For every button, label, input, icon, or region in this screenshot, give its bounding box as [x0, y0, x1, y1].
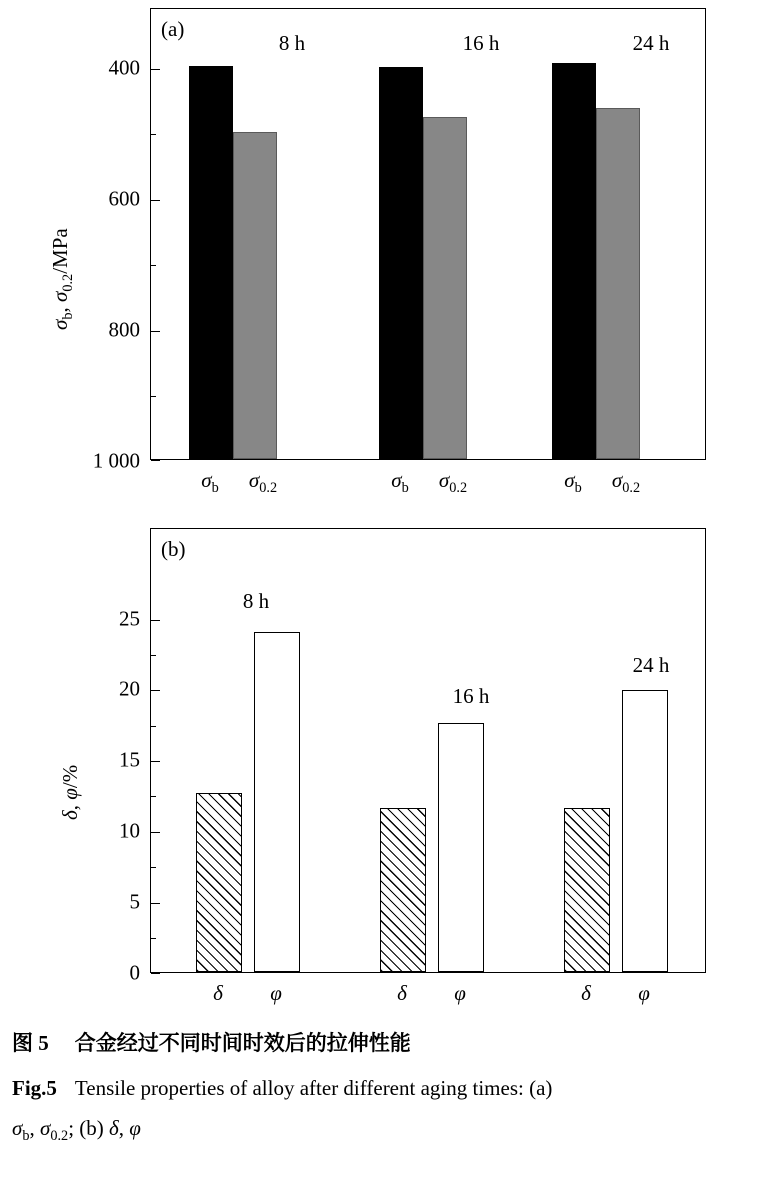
y-tick-a-600: [151, 331, 160, 332]
bar-b-8h-delta: [196, 793, 242, 972]
panel-label-a: (a): [161, 17, 185, 41]
y-tick-b-5: [151, 903, 160, 904]
bar-a-24h-sigma-02: [596, 108, 640, 459]
y-tick-b-2_5: [151, 938, 156, 939]
y-tick-b-20: [151, 690, 160, 691]
x-label-a-16h-sigma-02: $\sigma_{0.2}$: [438, 468, 468, 497]
y-tick-b-10: [151, 832, 160, 833]
bar-b-8h-phi: [254, 632, 300, 972]
y-tick-label-b-15: 15: [119, 747, 140, 772]
x-label-b-8h-delta: δ: [213, 981, 223, 1005]
y-tick-label-b-5: 5: [129, 889, 140, 914]
x-label-b-24h-phi: φ: [638, 981, 650, 1005]
chart-panel-a: [0, 0, 763, 505]
caption-en-text: Tensile properties of alloy after different aging times: (a): [74, 1076, 553, 1100]
x-label-a-16h-sigma-b: $\sigma_b$: [391, 468, 409, 497]
bar-b-24h-phi: [622, 690, 668, 972]
caption-english: [12, 1073, 752, 1103]
bar-a-24h-sigma-b: [552, 63, 596, 459]
bar-b-16h-phi: [438, 723, 484, 972]
y-tick-label-b-20: 20: [119, 676, 140, 701]
y-axis-title-b: δ, φ/%: [58, 764, 82, 820]
plot-area-b: [150, 528, 706, 973]
chart-panel-b: [0, 520, 763, 1010]
caption-en-label: Fig.5: [12, 1076, 57, 1100]
x-label-a-8h-sigma-02: $\sigma_{0.2}$: [248, 468, 278, 497]
group-label-b-16h: 16 h: [452, 684, 490, 708]
y-tick-a-400: [151, 460, 160, 461]
group-label-b-24h: 24 h: [632, 653, 670, 677]
caption-english-line2: $\sigma_b$, $\sigma_{0.2}$; (b) δ, φ: [12, 1116, 141, 1145]
bar-a-8h-sigma-02: [233, 132, 277, 459]
x-label-b-16h-phi: φ: [454, 981, 466, 1005]
x-label-a-8h-sigma-b: $\sigma_b$: [201, 468, 219, 497]
y-tick-label-a-2: 600: [108, 186, 140, 211]
caption-cn-label: 图 5: [12, 1031, 49, 1055]
y-tick-b-12_5: [151, 796, 156, 797]
x-label-b-24h-delta: δ: [581, 981, 591, 1005]
y-tick-b-17_5: [151, 726, 156, 727]
y-tick-b-7_5: [151, 867, 156, 868]
group-label-a-8h: 8 h: [278, 31, 306, 55]
y-tick-b-15: [151, 761, 160, 762]
group-label-a-16h: 16 h: [462, 31, 500, 55]
y-tick-label-b-0: 0: [129, 960, 140, 985]
panel-label-b: (b): [161, 537, 186, 561]
y-tick-a-900: [151, 134, 156, 135]
x-label-a-24h-sigma-02: $\sigma_{0.2}$: [611, 468, 641, 497]
caption-chinese: [12, 1028, 752, 1058]
y-tick-label-b-10: 10: [119, 818, 140, 843]
bar-b-16h-delta: [380, 808, 426, 972]
caption-cn-text: 合金经过不同时间时效后的拉伸性能: [74, 1031, 411, 1055]
y-tick-a-800: [151, 200, 160, 201]
y-tick-a-700: [151, 265, 156, 266]
group-label-b-8h: 8 h: [242, 589, 270, 613]
y-tick-b-25: [151, 620, 160, 621]
y-tick-b-0: [151, 973, 160, 974]
x-label-b-16h-delta: δ: [397, 981, 407, 1005]
y-tick-a-500: [151, 396, 156, 397]
y-tick-b-22_5: [151, 655, 156, 656]
bar-a-16h-sigma-b: [379, 67, 423, 459]
y-tick-label-a-0: 1 000: [92, 448, 140, 473]
bar-b-24h-delta: [564, 808, 610, 972]
y-tick-label-a-1: 800: [108, 317, 140, 342]
bar-a-16h-sigma-02: [423, 117, 467, 459]
group-label-a-24h: 24 h: [632, 31, 670, 55]
y-tick-a-1000: [151, 69, 160, 70]
x-label-a-24h-sigma-b: $\sigma_b$: [564, 468, 582, 497]
y-tick-label-b-25: 25: [119, 606, 140, 631]
y-axis-title-a: $\sigma_b$, $\sigma_{0.2}$/MPa: [48, 228, 77, 330]
x-label-b-8h-phi: φ: [270, 981, 282, 1005]
bar-a-8h-sigma-b: [189, 66, 233, 459]
plot-area-a: [150, 8, 706, 460]
y-tick-label-a-3: 400: [108, 55, 140, 80]
